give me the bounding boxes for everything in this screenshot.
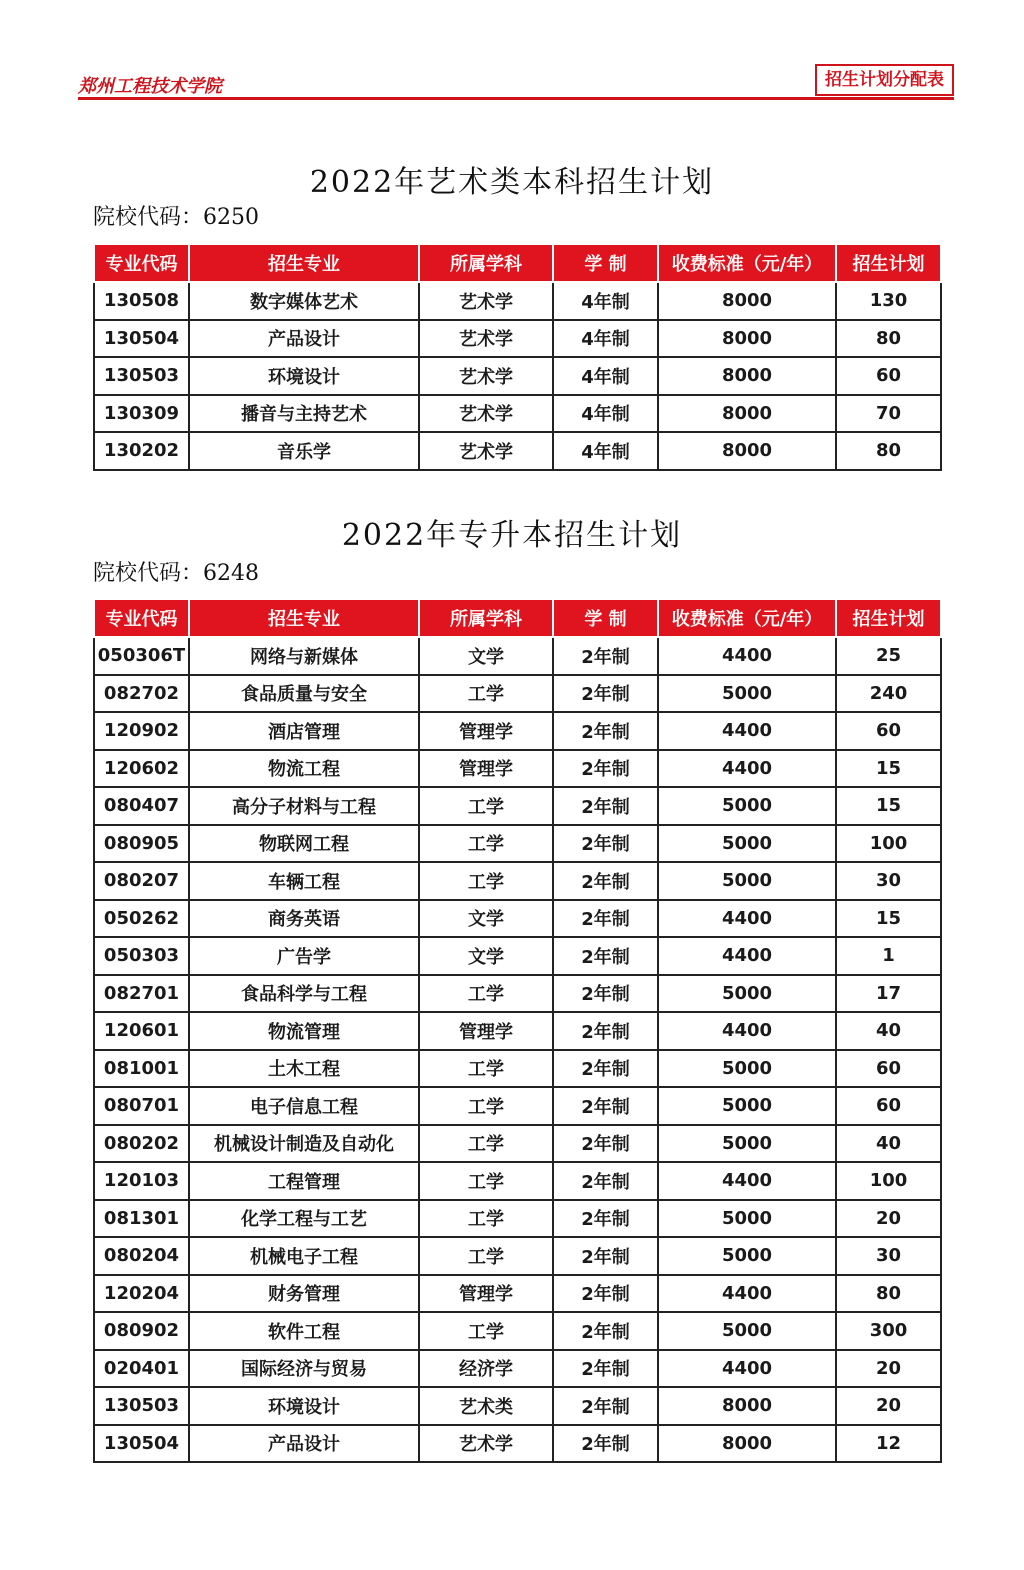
major-name-cell: 国际经济与贸易 bbox=[189, 1350, 419, 1388]
duration-cell: 2年制 bbox=[553, 1312, 658, 1350]
column-header: 招生计划 bbox=[836, 599, 941, 637]
table-row bbox=[94, 825, 941, 863]
tuition-cell: 4400 bbox=[658, 750, 836, 788]
column-header: 专业代码 bbox=[94, 599, 189, 637]
major-code-cell: 080407 bbox=[94, 787, 189, 825]
tuition-cell: 5000 bbox=[658, 1312, 836, 1350]
tuition-cell: 5000 bbox=[658, 1125, 836, 1163]
major-code-cell: 130309 bbox=[94, 395, 189, 433]
tuition-cell: 4400 bbox=[658, 900, 836, 938]
discipline-cell: 管理学 bbox=[419, 712, 553, 750]
table-row bbox=[94, 1237, 941, 1275]
quota-cell: 80 bbox=[836, 432, 941, 470]
table-row bbox=[94, 1275, 941, 1313]
table-row bbox=[94, 320, 941, 358]
major-code-cell: 120602 bbox=[94, 750, 189, 788]
discipline-cell: 管理学 bbox=[419, 1275, 553, 1313]
tuition-cell: 8000 bbox=[658, 395, 836, 433]
major-code-cell: 130508 bbox=[94, 282, 189, 320]
quota-cell: 20 bbox=[836, 1350, 941, 1388]
quota-cell: 80 bbox=[836, 1275, 941, 1313]
duration-cell: 2年制 bbox=[553, 1162, 658, 1200]
tuition-cell: 5000 bbox=[658, 787, 836, 825]
section1-school-code: 院校代码：6250 bbox=[93, 205, 259, 230]
table-row bbox=[94, 712, 941, 750]
quota-cell: 15 bbox=[836, 750, 941, 788]
column-header: 收费标准（元/年） bbox=[658, 244, 836, 282]
major-name-cell: 酒店管理 bbox=[189, 712, 419, 750]
column-header: 所属学科 bbox=[419, 599, 553, 637]
major-code-cell: 080902 bbox=[94, 1312, 189, 1350]
table-row bbox=[94, 787, 941, 825]
quota-cell: 60 bbox=[836, 712, 941, 750]
quota-cell: 130 bbox=[836, 282, 941, 320]
major-name-cell: 数字媒体艺术 bbox=[189, 282, 419, 320]
discipline-cell: 工学 bbox=[419, 975, 553, 1013]
major-code-cell: 050303 bbox=[94, 937, 189, 975]
table-row bbox=[94, 937, 941, 975]
duration-cell: 2年制 bbox=[553, 900, 658, 938]
discipline-cell: 文学 bbox=[419, 900, 553, 938]
quota-cell: 15 bbox=[836, 787, 941, 825]
table-row bbox=[94, 1050, 941, 1088]
duration-cell: 2年制 bbox=[553, 1275, 658, 1313]
table-row bbox=[94, 900, 941, 938]
quota-cell: 70 bbox=[836, 395, 941, 433]
major-code-cell: 130503 bbox=[94, 357, 189, 395]
art-undergrad-plan-table bbox=[93, 243, 942, 471]
major-name-cell: 电子信息工程 bbox=[189, 1087, 419, 1125]
major-code-cell: 080701 bbox=[94, 1087, 189, 1125]
quota-cell: 30 bbox=[836, 1237, 941, 1275]
duration-cell: 2年制 bbox=[553, 787, 658, 825]
table-row bbox=[94, 1312, 941, 1350]
duration-cell: 2年制 bbox=[553, 675, 658, 713]
major-code-cell: 130504 bbox=[94, 320, 189, 358]
major-name-cell: 物联网工程 bbox=[189, 825, 419, 863]
duration-cell: 2年制 bbox=[553, 1237, 658, 1275]
duration-cell: 2年制 bbox=[553, 1387, 658, 1425]
duration-cell: 2年制 bbox=[553, 1050, 658, 1088]
major-code-cell: 080905 bbox=[94, 825, 189, 863]
discipline-cell: 文学 bbox=[419, 937, 553, 975]
duration-cell: 2年制 bbox=[553, 750, 658, 788]
major-name-cell: 产品设计 bbox=[189, 320, 419, 358]
major-code-cell: 050262 bbox=[94, 900, 189, 938]
major-name-cell: 土木工程 bbox=[189, 1050, 419, 1088]
discipline-cell: 管理学 bbox=[419, 1012, 553, 1050]
discipline-cell: 工学 bbox=[419, 1087, 553, 1125]
table-row bbox=[94, 1200, 941, 1238]
header-divider bbox=[78, 97, 954, 100]
upgrade-plan-table bbox=[93, 598, 942, 1463]
major-name-cell: 机械电子工程 bbox=[189, 1237, 419, 1275]
duration-cell: 2年制 bbox=[553, 637, 658, 675]
table-row bbox=[94, 862, 941, 900]
column-header: 招生计划 bbox=[836, 244, 941, 282]
major-code-cell: 080207 bbox=[94, 862, 189, 900]
major-name-cell: 商务英语 bbox=[189, 900, 419, 938]
major-code-cell: 082702 bbox=[94, 675, 189, 713]
column-header: 招生专业 bbox=[189, 599, 419, 637]
table-row bbox=[94, 637, 941, 675]
discipline-cell: 艺术学 bbox=[419, 432, 553, 470]
tuition-cell: 8000 bbox=[658, 432, 836, 470]
discipline-cell: 文学 bbox=[419, 637, 553, 675]
duration-cell: 2年制 bbox=[553, 1350, 658, 1388]
table-header-row bbox=[94, 599, 941, 637]
major-name-cell: 高分子材料与工程 bbox=[189, 787, 419, 825]
discipline-cell: 工学 bbox=[419, 1200, 553, 1238]
tuition-cell: 4400 bbox=[658, 712, 836, 750]
table-row bbox=[94, 1087, 941, 1125]
discipline-cell: 工学 bbox=[419, 1237, 553, 1275]
tuition-cell: 5000 bbox=[658, 1200, 836, 1238]
tuition-cell: 5000 bbox=[658, 975, 836, 1013]
major-name-cell: 财务管理 bbox=[189, 1275, 419, 1313]
major-code-cell: 080202 bbox=[94, 1125, 189, 1163]
discipline-cell: 工学 bbox=[419, 1162, 553, 1200]
tuition-cell: 4400 bbox=[658, 637, 836, 675]
document-tag: 招生计划分配表 bbox=[815, 64, 954, 96]
duration-cell: 4年制 bbox=[553, 320, 658, 358]
table-row bbox=[94, 1162, 941, 1200]
column-header: 学 制 bbox=[553, 599, 658, 637]
tuition-cell: 8000 bbox=[658, 320, 836, 358]
discipline-cell: 艺术类 bbox=[419, 1387, 553, 1425]
tuition-cell: 8000 bbox=[658, 1425, 836, 1463]
table-row bbox=[94, 1125, 941, 1163]
major-code-cell: 120103 bbox=[94, 1162, 189, 1200]
major-name-cell: 食品科学与工程 bbox=[189, 975, 419, 1013]
major-name-cell: 车辆工程 bbox=[189, 862, 419, 900]
tuition-cell: 5000 bbox=[658, 675, 836, 713]
discipline-cell: 工学 bbox=[419, 862, 553, 900]
discipline-cell: 工学 bbox=[419, 825, 553, 863]
discipline-cell: 管理学 bbox=[419, 750, 553, 788]
discipline-cell: 工学 bbox=[419, 1125, 553, 1163]
major-code-cell: 080204 bbox=[94, 1237, 189, 1275]
quota-cell: 100 bbox=[836, 825, 941, 863]
quota-cell: 1 bbox=[836, 937, 941, 975]
table-row bbox=[94, 282, 941, 320]
discipline-cell: 经济学 bbox=[419, 1350, 553, 1388]
major-name-cell: 环境设计 bbox=[189, 357, 419, 395]
major-code-cell: 130503 bbox=[94, 1387, 189, 1425]
tuition-cell: 8000 bbox=[658, 282, 836, 320]
duration-cell: 2年制 bbox=[553, 1087, 658, 1125]
tuition-cell: 8000 bbox=[658, 357, 836, 395]
major-name-cell: 网络与新媒体 bbox=[189, 637, 419, 675]
tuition-cell: 4400 bbox=[658, 937, 836, 975]
major-name-cell: 物流工程 bbox=[189, 750, 419, 788]
table-row bbox=[94, 357, 941, 395]
major-name-cell: 环境设计 bbox=[189, 1387, 419, 1425]
quota-cell: 240 bbox=[836, 675, 941, 713]
major-name-cell: 工程管理 bbox=[189, 1162, 419, 1200]
tuition-cell: 5000 bbox=[658, 825, 836, 863]
duration-cell: 4年制 bbox=[553, 357, 658, 395]
duration-cell: 4年制 bbox=[553, 395, 658, 433]
major-code-cell: 082701 bbox=[94, 975, 189, 1013]
major-name-cell: 音乐学 bbox=[189, 432, 419, 470]
discipline-cell: 艺术学 bbox=[419, 282, 553, 320]
major-code-cell: 120601 bbox=[94, 1012, 189, 1050]
quota-cell: 60 bbox=[836, 1087, 941, 1125]
major-name-cell: 物流管理 bbox=[189, 1012, 419, 1050]
duration-cell: 2年制 bbox=[553, 825, 658, 863]
major-code-cell: 081001 bbox=[94, 1050, 189, 1088]
quota-cell: 100 bbox=[836, 1162, 941, 1200]
quota-cell: 300 bbox=[836, 1312, 941, 1350]
quota-cell: 80 bbox=[836, 320, 941, 358]
discipline-cell: 艺术学 bbox=[419, 1425, 553, 1463]
table-row bbox=[94, 1425, 941, 1463]
table-row bbox=[94, 1387, 941, 1425]
major-name-cell: 广告学 bbox=[189, 937, 419, 975]
column-header: 专业代码 bbox=[94, 244, 189, 282]
discipline-cell: 艺术学 bbox=[419, 395, 553, 433]
quota-cell: 30 bbox=[836, 862, 941, 900]
major-name-cell: 化学工程与工艺 bbox=[189, 1200, 419, 1238]
table-row bbox=[94, 675, 941, 713]
tuition-cell: 5000 bbox=[658, 862, 836, 900]
discipline-cell: 工学 bbox=[419, 787, 553, 825]
quota-cell: 40 bbox=[836, 1125, 941, 1163]
quota-cell: 12 bbox=[836, 1425, 941, 1463]
duration-cell: 2年制 bbox=[553, 937, 658, 975]
quota-cell: 15 bbox=[836, 900, 941, 938]
major-code-cell: 020401 bbox=[94, 1350, 189, 1388]
major-code-cell: 120902 bbox=[94, 712, 189, 750]
major-code-cell: 050306T bbox=[94, 637, 189, 675]
duration-cell: 2年制 bbox=[553, 712, 658, 750]
tuition-cell: 5000 bbox=[658, 1050, 836, 1088]
tuition-cell: 5000 bbox=[658, 1237, 836, 1275]
duration-cell: 2年制 bbox=[553, 1125, 658, 1163]
duration-cell: 2年制 bbox=[553, 1200, 658, 1238]
table-row bbox=[94, 395, 941, 433]
column-header: 招生专业 bbox=[189, 244, 419, 282]
school-logo: 郑州工程技术学院 bbox=[78, 76, 222, 97]
column-header: 收费标准（元/年） bbox=[658, 599, 836, 637]
discipline-cell: 艺术学 bbox=[419, 357, 553, 395]
major-name-cell: 产品设计 bbox=[189, 1425, 419, 1463]
table-row bbox=[94, 432, 941, 470]
tuition-cell: 4400 bbox=[658, 1350, 836, 1388]
major-code-cell: 120204 bbox=[94, 1275, 189, 1313]
tuition-cell: 4400 bbox=[658, 1275, 836, 1313]
duration-cell: 2年制 bbox=[553, 975, 658, 1013]
duration-cell: 2年制 bbox=[553, 862, 658, 900]
section2-school-code: 院校代码：6248 bbox=[93, 561, 259, 586]
duration-cell: 4年制 bbox=[553, 432, 658, 470]
table-header-row bbox=[94, 244, 941, 282]
quota-cell: 60 bbox=[836, 357, 941, 395]
section2-title: 2022年专升本招生计划 bbox=[341, 518, 683, 553]
major-name-cell: 软件工程 bbox=[189, 1312, 419, 1350]
discipline-cell: 工学 bbox=[419, 1312, 553, 1350]
quota-cell: 17 bbox=[836, 975, 941, 1013]
discipline-cell: 艺术学 bbox=[419, 320, 553, 358]
discipline-cell: 工学 bbox=[419, 675, 553, 713]
table-row bbox=[94, 750, 941, 788]
quota-cell: 40 bbox=[836, 1012, 941, 1050]
quota-cell: 25 bbox=[836, 637, 941, 675]
quota-cell: 20 bbox=[836, 1200, 941, 1238]
major-code-cell: 130504 bbox=[94, 1425, 189, 1463]
section1-title: 2022年艺术类本科招生计划 bbox=[309, 165, 715, 200]
quota-cell: 20 bbox=[836, 1387, 941, 1425]
major-name-cell: 播音与主持艺术 bbox=[189, 395, 419, 433]
tuition-cell: 4400 bbox=[658, 1162, 836, 1200]
major-name-cell: 食品质量与安全 bbox=[189, 675, 419, 713]
major-name-cell: 机械设计制造及自动化 bbox=[189, 1125, 419, 1163]
table-row bbox=[94, 975, 941, 1013]
duration-cell: 2年制 bbox=[553, 1012, 658, 1050]
table-row bbox=[94, 1012, 941, 1050]
duration-cell: 4年制 bbox=[553, 282, 658, 320]
major-code-cell: 130202 bbox=[94, 432, 189, 470]
discipline-cell: 工学 bbox=[419, 1050, 553, 1088]
tuition-cell: 4400 bbox=[658, 1012, 836, 1050]
column-header: 学 制 bbox=[553, 244, 658, 282]
column-header: 所属学科 bbox=[419, 244, 553, 282]
table-row bbox=[94, 1350, 941, 1388]
page-header bbox=[78, 64, 954, 98]
tuition-cell: 5000 bbox=[658, 1087, 836, 1125]
quota-cell: 60 bbox=[836, 1050, 941, 1088]
major-code-cell: 081301 bbox=[94, 1200, 189, 1238]
tuition-cell: 8000 bbox=[658, 1387, 836, 1425]
duration-cell: 2年制 bbox=[553, 1425, 658, 1463]
